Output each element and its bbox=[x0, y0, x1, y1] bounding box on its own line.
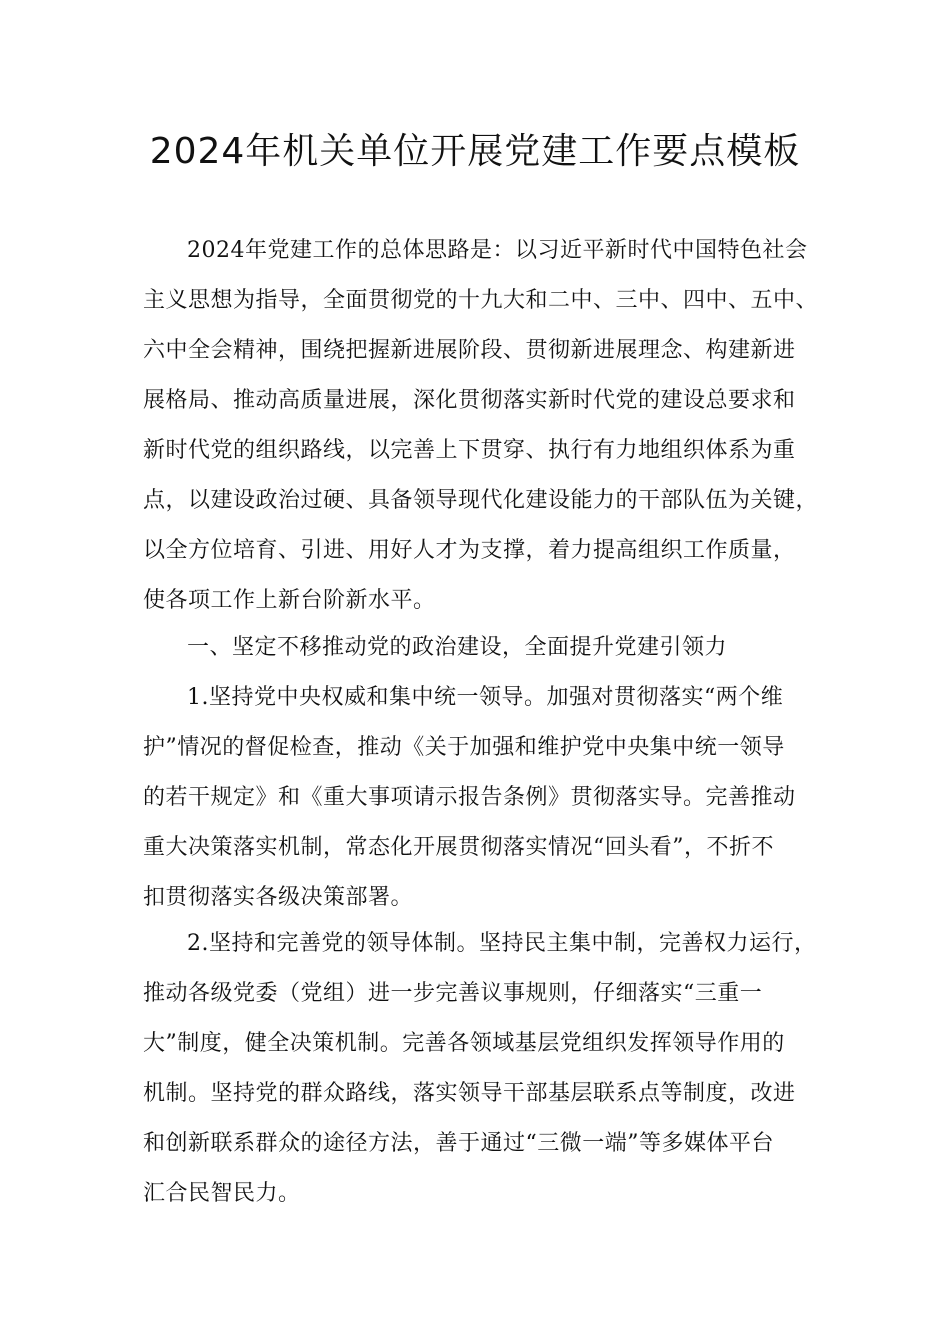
paragraph-line: 1.坚持党中央权威和集中统一领导。加强对贯彻落实“两个维 bbox=[187, 685, 784, 710]
paragraph-line: 护”情况的督促检查，推动《关于加强和维护党中央集中统一领导 bbox=[143, 735, 785, 760]
section-heading-line: 一、坚定不移推动党的政治建设，全面提升党建引领力 bbox=[187, 635, 728, 660]
paragraph-line: 推动各级党委（党组）进一步完善议事规则，仔细落实“三重一 bbox=[143, 981, 763, 1006]
paragraph-line: 点，以建设政治过硬、具备领导现代化建设能力的干部队伍为关键， bbox=[143, 488, 819, 513]
paragraph-line: 扣贯彻落实各级决策部署。 bbox=[143, 885, 414, 910]
document-title: 2024年机关单位开展党建工作要点模板 bbox=[149, 131, 801, 172]
paragraph-line: 展格局、推动高质量进展，深化贯彻落实新时代党的建设总要求和 bbox=[143, 388, 796, 413]
paragraph-item-2 bbox=[143, 919, 843, 1219]
paragraph-line: 以全方位培育、引进、用好人才为支撑，着力提高组织工作质量， bbox=[143, 538, 796, 563]
paragraph-line: 重大决策落实机制，常态化开展贯彻落实情况“回头看”，不折不 bbox=[143, 835, 774, 860]
paragraph-line: 大”制度，健全决策机制。完善各领域基层党组织发挥领导作用的 bbox=[143, 1031, 785, 1056]
paragraph-line: 汇合民智民力。 bbox=[143, 1181, 301, 1206]
paragraph-line: 2024年党建工作的总体思路是：以习近平新时代中国特色社会 bbox=[187, 238, 808, 263]
paragraph-line: 主义思想为指导，全面贯彻党的十九大和二中、三中、四中、五中、 bbox=[143, 288, 819, 313]
paragraph-line: 六中全会精神，围绕把握新进展阶段、贯彻新进展理念、构建新进 bbox=[143, 338, 796, 363]
paragraph-item-1 bbox=[143, 673, 843, 923]
section-heading bbox=[143, 623, 843, 673]
paragraph-line: 的若干规定》和《重大事项请示报告条例》贯彻落实导。完善推动 bbox=[143, 785, 796, 810]
paragraph-line: 和创新联系群众的途径方法，善于通过“三微一端”等多媒体平台 bbox=[143, 1131, 774, 1156]
paragraph-line: 2.坚持和完善党的领导体制。坚持民主集中制，完善权力运行， bbox=[187, 931, 817, 956]
paragraph-line: 使各项工作上新台阶新水平。 bbox=[143, 588, 436, 613]
paragraph-overview bbox=[143, 226, 843, 626]
paragraph-line: 新时代党的组织路线，以完善上下贯穿、执行有力地组织体系为重 bbox=[143, 438, 796, 463]
paragraph-line: 机制。坚持党的群众路线，落实领导干部基层联系点等制度，改进 bbox=[143, 1081, 796, 1106]
